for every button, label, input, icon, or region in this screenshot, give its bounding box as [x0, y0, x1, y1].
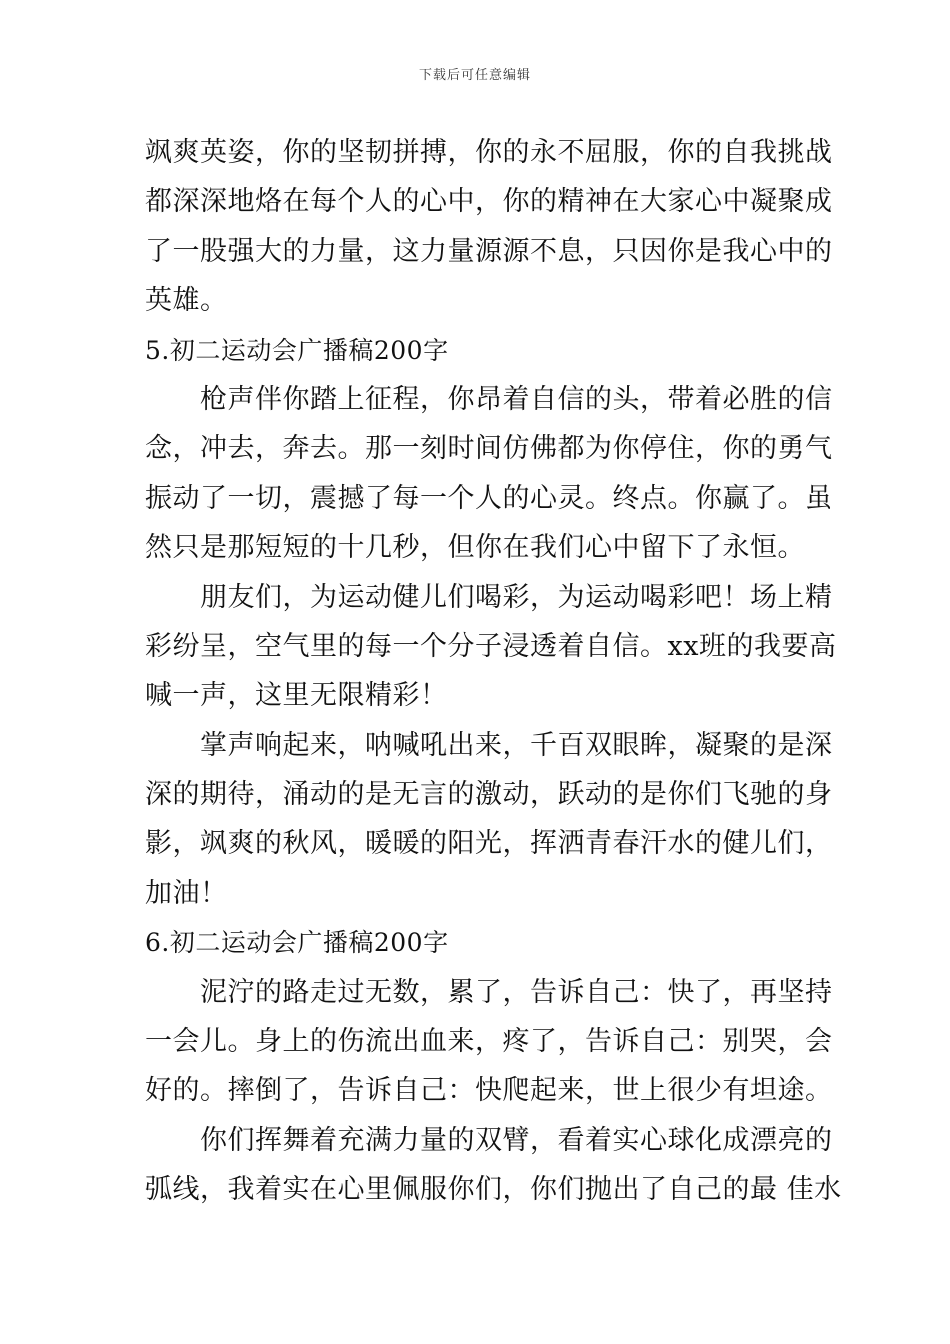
text-line: 掌声响起来，呐喊吼出来，千百双眼眸，凝聚的是深 — [145, 729, 833, 761]
text-line: 你们挥舞着充满力量的双臂，看着实心球化成漂亮的 — [145, 1124, 833, 1156]
page-header: 下载后可任意编辑 — [418, 68, 531, 83]
text-line: 枪声伴你踏上征程，你昂着自信的头，带着必胜的信 — [145, 383, 833, 415]
text-line: 了一股强大的力量，这力量源源不息，只因你是我心中的 — [145, 235, 833, 267]
text-line: 影，飒爽的秋风，暖暖的阳光，挥洒青春汗水的健儿们， — [145, 828, 833, 860]
text-line: 彩纷呈，空气里的每一个分子浸透着自信。xx班的我要高 — [145, 630, 837, 662]
text-line: 好的。摔倒了，告诉自己：快爬起来，世上很少有坦途。 — [145, 1075, 833, 1107]
text-line: 加油！ — [145, 877, 228, 909]
document-body — [145, 128, 842, 1215]
section-heading: 5.初二运动会广播稿200字 — [145, 335, 449, 365]
text-line: 喊一声，这里无限精彩！ — [145, 680, 448, 712]
text-line: 朋友们，为运动健儿们喝彩，为运动喝彩吧！场上精 — [145, 581, 833, 613]
text-line: 深的期待，涌动的是无言的激动，跃动的是你们飞驰的身 — [145, 779, 833, 811]
text-line: 念，冲去，奔去。那一刻时间仿佛都为你停住，你的勇气 — [145, 433, 833, 465]
text-line: 都深深地烙在每个人的心中，你的精神在大家心中凝聚成 — [145, 186, 833, 218]
text-line: 英雄。 — [145, 285, 228, 317]
text-line: 一会儿。身上的伤流出血来，疼了，告诉自己：别哭，会 — [145, 1026, 833, 1058]
text-line: 振动了一切，震撼了每一个人的心灵。终点。你赢了。虽 — [145, 482, 833, 514]
text-line: 弧线，我着实在心里佩服你们，你们抛出了自己的最 佳水 — [145, 1174, 842, 1206]
section-heading: 6.初二运动会广播稿200字 — [145, 928, 449, 958]
text-line: 然只是那短短的十几秒，但你在我们心中留下了永恒。 — [145, 532, 805, 564]
text-line: 泥泞的路走过无数，累了，告诉自己：快了，再坚持 — [145, 976, 833, 1008]
text-line: 飒爽英姿，你的坚韧拼搏，你的永不屈服，你的自我挑战 — [145, 137, 833, 168]
